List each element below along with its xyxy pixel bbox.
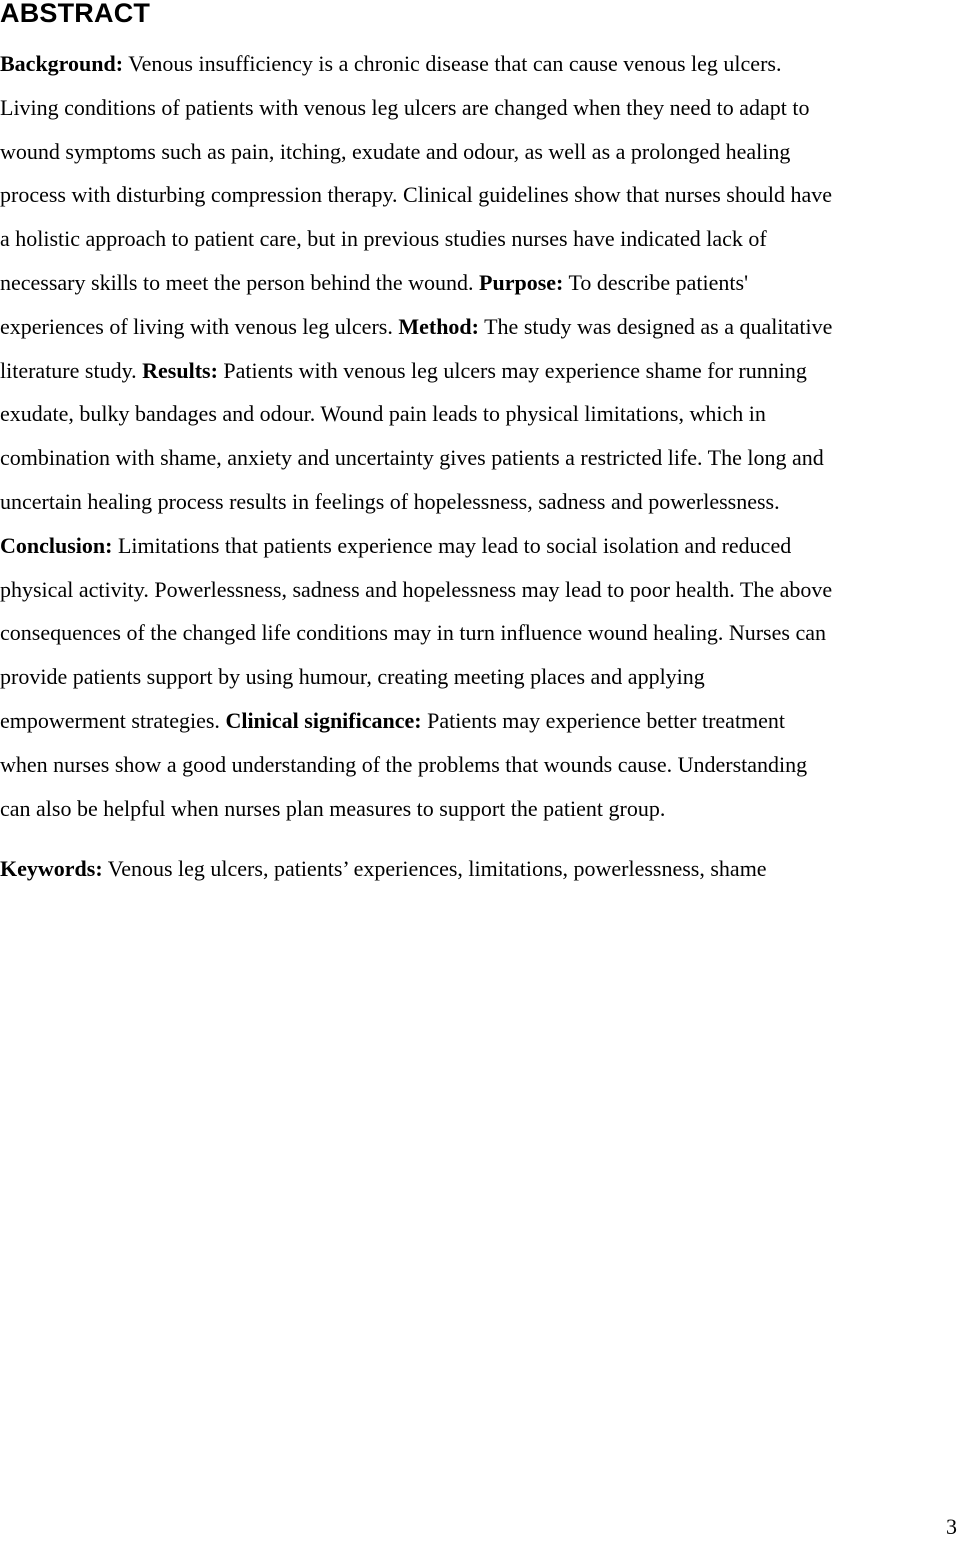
abstract-heading: ABSTRACT [0,0,151,28]
abstract-line-3: wound symptoms such as pain, itching, exudate and odour, as well as a prolonged healing [0,138,791,164]
abstract-line-18: can also be helpful when nurses plan measures to support the patient group. [0,795,666,821]
abstract-line-6: necessary skills to meet the person behind the wound. Purpose: To describe patients' [0,269,749,295]
method-label: Method: [398,313,479,339]
results-label: Results: [142,357,218,383]
abstract-line-14: consequences of the changed life conditions may in turn influence wound healing. Nurses can [0,620,826,646]
keywords-label: Keywords: [0,856,103,881]
clinical-significance-label: Clinical significance: [225,707,422,733]
abstract-line-13: physical activity. Powerlessness, sadness and hopelessness may lead to poor health. The above [0,576,833,602]
abstract-line-2: Living conditions of patients with venous leg ulcers are changed when they need to adapt to [0,94,810,120]
abstract-line-4: process with disturbing compression therapy. Clinical guidelines show that nurses should have [0,182,832,208]
abstract-line-12: Conclusion: Limitations that patients experience may lead to social isolation and reduced [0,532,792,558]
abstract-line-17: when nurses show a good understanding of the problems that wounds cause. Understanding [0,751,808,777]
keywords [0,849,767,889]
keywords-text: Venous leg ulcers, patients’ experiences, limitations, powerlessness, shame [107,856,767,881]
background-label: Background: [0,51,124,76]
abstract-line-1: Background: Venous insufficiency is a chronic disease that can cause venous leg ulcers. [0,51,782,76]
abstract-line-10: combination with shame, anxiety and uncertainty gives patients a restricted life. The long and [0,445,824,471]
abstract-body [0,42,960,830]
conclusion-label: Conclusion: [0,532,113,558]
purpose-label: Purpose: [479,269,564,295]
abstract-line-11: uncertain healing process results in feelings of hopelessness, sadness and powerlessness. [0,488,780,514]
abstract-line-8: literature study. Results: Patients with venous leg ulcers may experience shame for running [0,357,807,383]
page-number: 3 [946,1514,957,1539]
abstract-line-15: provide patients support by using humour, creating meeting places and applying [0,664,705,690]
abstract-line-16: empowerment strategies. Clinical significance: Patients may experience better treatment [0,707,786,733]
abstract-line-7: experiences of living with venous leg ulcers. Method: The study was designed as a qualitative [0,313,833,339]
abstract-line-9: exudate, bulky bandages and odour. Wound pain leads to physical limitations, which in [0,401,766,427]
abstract-line-5: a holistic approach to patient care, but in previous studies nurses have indicated lack of [0,226,767,252]
